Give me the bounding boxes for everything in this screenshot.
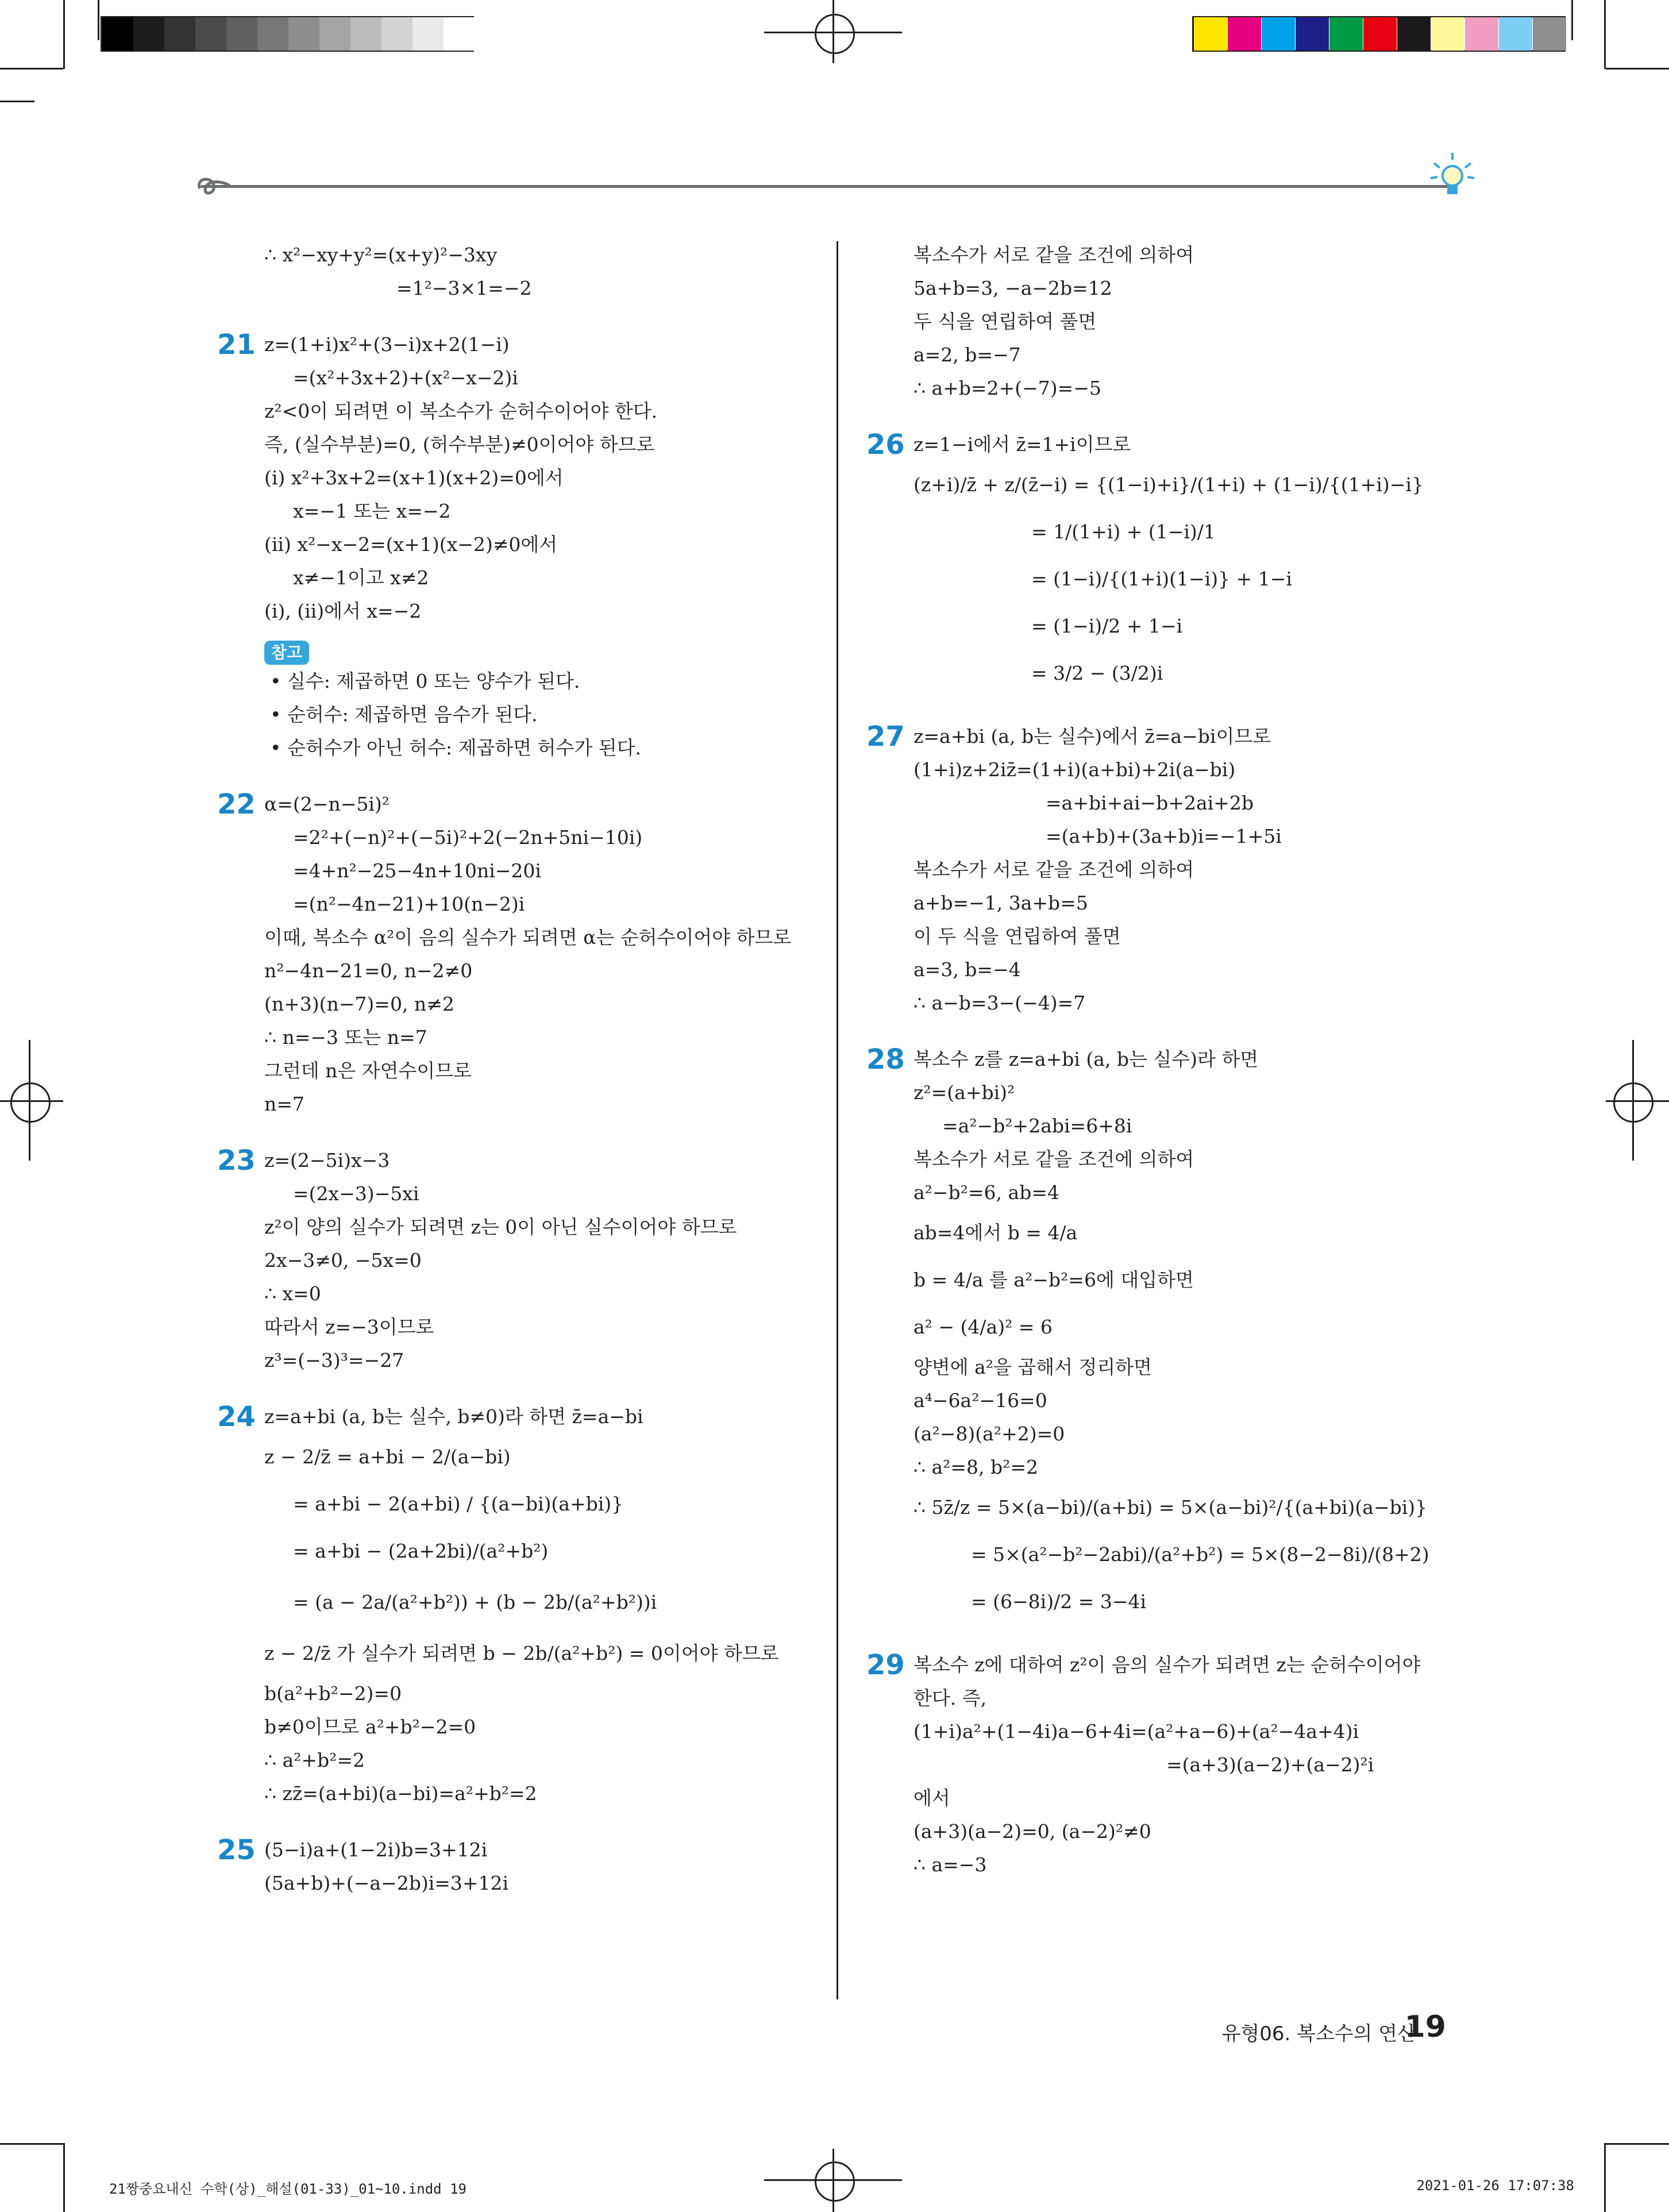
math-line: z³=(−3)³=−27: [264, 1349, 404, 1371]
math-line: ∴ a=−3: [913, 1853, 987, 1876]
problem-number: 25: [217, 1834, 256, 1866]
left-column: [218, 238, 816, 1900]
top-crosshair-icon: [815, 14, 855, 54]
color-swatch: [319, 17, 353, 51]
math-line: z=(1+i)x²+(3−i)x+2(1−i): [264, 333, 510, 356]
math-line: z=a+bi (a, b는 실수, b≠0)라 하면 z̄=a−bi: [264, 1405, 643, 1428]
math-line: ∴ 5z̄/z = 5×(a−bi)/(a+bi) = 5×(a−bi)²/{(a+bi)(a−bi)}: [913, 1496, 1428, 1519]
math-line: =(a+b)+(3a+b)i=−1+5i: [1046, 825, 1282, 847]
math-line: = 3/2 − (3/2)i: [1031, 662, 1163, 684]
math-line: a⁴−6a²−16=0: [913, 1389, 1047, 1412]
section-title: 유형06. 복소수의 연산: [1221, 2022, 1416, 2045]
math-line: = (a − 2a/(a²+b²)) + (b − 2b/(a²+b²))i: [293, 1591, 657, 1613]
slug-file: 21짱중요내신 수학(상)_해설(01-33)_01~10.indd 19: [109, 2181, 467, 2197]
bottom-crosshair-icon: [815, 2161, 855, 2202]
math-line: n=7: [264, 1093, 304, 1115]
math-line: = (6−8i)/2 = 3−4i: [971, 1590, 1147, 1613]
color-swatch: [288, 17, 322, 51]
math-line: a²−b²=6, ab=4: [913, 1181, 1059, 1204]
problem-number: 22: [217, 788, 256, 820]
text-line: z²이 양의 실수가 되려면 z는 0이 아닌 실수이어야 하므로: [264, 1216, 737, 1238]
math-line: (a²−8)(a²+2)=0: [913, 1423, 1065, 1445]
text-line: z²<0이 되려면 이 복소수가 순허수이어야 한다.: [264, 400, 658, 422]
math-line: ∴ a+b=2+(−7)=−5: [913, 377, 1101, 399]
math-line: x≠−1이고 x≠2: [293, 567, 429, 589]
text-line: 그런데 n은 자연수이므로: [264, 1059, 472, 1082]
color-swatch: [1533, 17, 1566, 51]
intro-solution: [218, 238, 816, 305]
slug-date: 2021-01-26 17:07:38: [1416, 2178, 1574, 2194]
math-line: = (1−i)/2 + 1−i: [1031, 615, 1183, 637]
color-swatch: [164, 17, 198, 51]
math-line: =(2x−3)−5xi: [293, 1182, 419, 1205]
color-swatch: [350, 17, 384, 51]
math-line: ∴ a²=8, b²=2: [913, 1456, 1039, 1478]
math-line: =(a+3)(a−2)+(a−2)²i: [1166, 1754, 1374, 1776]
problem-number: 29: [866, 1649, 905, 1681]
problem-28: [868, 1043, 1488, 1625]
text-line: 복소수 z를 z=a+bi (a, b는 실수)라 하면: [913, 1048, 1259, 1070]
problem-27: [868, 720, 1488, 1020]
text-line: z − 2/z̄ 가 실수가 되려면 b − 2b/(a²+b²) = 0이어야 하므로: [264, 1642, 779, 1664]
color-swatch: [195, 17, 229, 51]
math-line: = (1−i)/{(1+i)(1−i)} + 1−i: [1031, 568, 1292, 590]
text-line: 양변에 a²을 곱해서 정리하면: [913, 1356, 1153, 1378]
color-swatch: [413, 17, 446, 51]
math-line: a² − (4/a)² = 6: [913, 1316, 1053, 1338]
problem-25: [218, 1833, 816, 1900]
problem-26: [868, 428, 1488, 697]
problem-number: 27: [866, 720, 905, 753]
color-swatch: [444, 17, 477, 51]
text-line: 복소수가 서로 같을 조건에 의하여: [913, 858, 1194, 881]
math-line: ∴ a²+b²=2: [264, 1749, 365, 1771]
note-item: • 순허수가 아닌 허수: 제곱하면 허수가 된다.: [270, 737, 641, 759]
math-line: =a+bi+ai−b+2ai+2b: [1046, 792, 1254, 814]
math-line: z²=(a+bi)²: [913, 1081, 1015, 1104]
math-line: z=(2−5i)x−3: [264, 1149, 390, 1171]
math-line: α=(2−n−5i)²: [264, 793, 390, 815]
problem-number: 21: [217, 329, 256, 361]
text-line: 따라서 z=−3이므로: [264, 1316, 434, 1338]
text-line: 복소수 z에 대하여 z²이 음의 실수가 되려면 z는 순허수이어야: [913, 1654, 1421, 1676]
column-divider: [837, 241, 838, 1999]
math-line: (n+3)(n−7)=0, n≠2: [264, 993, 454, 1015]
math-line: b = 4/a 를 a²−b²=6에 대입하면: [913, 1269, 1194, 1291]
problem-number: 23: [217, 1144, 256, 1177]
problem-number: 28: [866, 1043, 905, 1076]
text-line: 한다. 즉,: [913, 1687, 987, 1709]
problem-number: 24: [217, 1401, 256, 1433]
color-swatch: [226, 17, 260, 51]
note-badge: 참고: [264, 641, 309, 665]
problem-22: [218, 788, 816, 1121]
math-line: (5a+b)+(−a−2b)i=3+12i: [264, 1872, 509, 1894]
math-line: =4+n²−25−4n+10ni−20i: [293, 860, 541, 882]
problem-29: [868, 1648, 1488, 1882]
page-number: 19: [1404, 2010, 1446, 2044]
math-line: ∴ x=0: [264, 1282, 321, 1305]
color-swatch: [1397, 17, 1431, 51]
math-line: x=−1 또는 x=−2: [293, 500, 451, 522]
math-line: (a+3)(a−2)=0, (a−2)²≠0: [913, 1820, 1151, 1843]
math-line: 2x−3≠0, −5x=0: [264, 1249, 422, 1271]
text-line: 복소수가 서로 같을 조건에 의하여: [913, 244, 1194, 266]
right-column: [868, 238, 1488, 1882]
math-line: a+b=−1, 3a+b=5: [913, 892, 1088, 914]
math-line: ab=4에서 b = 4/a: [913, 1221, 1078, 1244]
color-swatch: [1296, 17, 1329, 51]
note-item: • 실수: 제곱하면 0 또는 양수가 된다.: [270, 670, 580, 692]
math-line: z=a+bi (a, b는 실수)에서 z̄=a−bi이므로: [913, 725, 1271, 747]
color-swatch: [1499, 17, 1532, 51]
math-line: (ⅱ) x²−x−2=(x+1)(x−2)≠0에서: [264, 533, 558, 556]
color-swatch: [1228, 17, 1261, 51]
color-swatch: [1194, 17, 1227, 51]
color-swatch: [257, 17, 291, 51]
math-line: = 5×(a²−b²−2abi)/(a²+b²) = 5×(8−2−8i)/(8+2): [971, 1543, 1429, 1566]
color-swatch: [102, 17, 136, 51]
text-line: 즉, (실수부분)=0, (허수부분)≠0이어야 하므로: [264, 433, 655, 456]
math-line: ∴ a−b=3−(−4)=7: [913, 992, 1086, 1014]
math-line: = a+bi − (2a+2bi)/(a²+b²): [293, 1540, 549, 1562]
math-line: b(a²+b²−2)=0: [264, 1682, 402, 1705]
math-line: ∴ n=−3 또는 n=7: [264, 1026, 427, 1049]
math-line: a=3, b=−4: [913, 958, 1021, 981]
header-rule: [201, 185, 1448, 188]
math-line: =1²−3×1=−2: [396, 277, 532, 299]
math-line: =a²−b²+2abi=6+8i: [942, 1115, 1132, 1137]
pin-icon: [194, 172, 234, 201]
math-line: ∴ x²−xy+y²=(x+y)²−3xy: [264, 244, 498, 266]
math-line: = a+bi − 2(a+bi) / {(a−bi)(a+bi)}: [293, 1493, 624, 1515]
problem-24: [218, 1400, 816, 1810]
problem-21: [218, 328, 816, 765]
math-line: (ⅰ) x²+3x+2=(x+1)(x+2)=0에서: [264, 467, 564, 489]
note-item: • 순허수: 제곱하면 음수가 된다.: [270, 703, 538, 726]
math-line: z − 2/z̄ = a+bi − 2/(a−bi): [264, 1446, 511, 1468]
text-line: 에서: [913, 1787, 950, 1809]
math-line: = 1/(1+i) + (1−i)/1: [1031, 521, 1216, 543]
math-line: z=1−i에서 z̄=1+i이므로: [913, 433, 1131, 456]
text-line: 두 식을 연립하여 풀면: [913, 310, 1097, 333]
math-line: =2²+(−n)²+(−5i)²+2(−2n+5ni−10i): [293, 826, 643, 849]
color-swatch: [133, 17, 167, 51]
text-line: 복소수가 서로 같을 조건에 의하여: [913, 1148, 1194, 1170]
math-line: a=2, b=−7: [913, 344, 1021, 366]
math-line: n²−4n−21=0, n−2≠0: [264, 959, 473, 982]
problem-number: 26: [866, 429, 905, 461]
math-line: ∴ zz̄=(a+bi)(a−bi)=a²+b²=2: [264, 1782, 537, 1805]
note-header: [264, 641, 816, 665]
text-line: 이때, 복소수 α²이 음의 실수가 되려면 α는 순허수이어야 하므로: [264, 926, 792, 949]
color-swatch: [1262, 17, 1295, 51]
color-swatch: [1465, 17, 1498, 51]
math-line: (ⅰ), (ⅱ)에서 x=−2: [264, 600, 422, 622]
left-crosshair-icon: [10, 1082, 51, 1123]
math-line: (z+i)/z̄ + z/(z̄−i) = {(1−i)+i}/(1+i) + (1−i)/{(1+i)−i}: [913, 473, 1424, 496]
lightbulb-icon: [1429, 151, 1475, 206]
math-line: b≠0이므로 a²+b²−2=0: [264, 1716, 476, 1738]
math-line: =(n²−4n−21)+10(n−2)i: [293, 893, 525, 915]
problem-25-continued: [868, 238, 1488, 405]
color-swatch: [1431, 17, 1464, 51]
math-line: 5a+b=3, −a−2b=12: [913, 277, 1112, 299]
color-swatch: [1363, 17, 1397, 51]
problem-23: [218, 1144, 816, 1377]
text-line: 이 두 식을 연립하여 풀면: [913, 925, 1121, 947]
math-line: (5−i)a+(1−2i)b=3+12i: [264, 1839, 488, 1861]
math-line: (1+i)a²+(1−4i)a−6+4i=(a²+a−6)+(a²−4a+4)i: [913, 1720, 1359, 1743]
color-swatch: [1329, 17, 1363, 51]
math-line: (1+i)z+2iz̄=(1+i)(a+bi)+2i(a−bi): [913, 758, 1236, 781]
math-line: =(x²+3x+2)+(x²−x−2)i: [293, 367, 518, 389]
color-swatch: [381, 17, 415, 51]
